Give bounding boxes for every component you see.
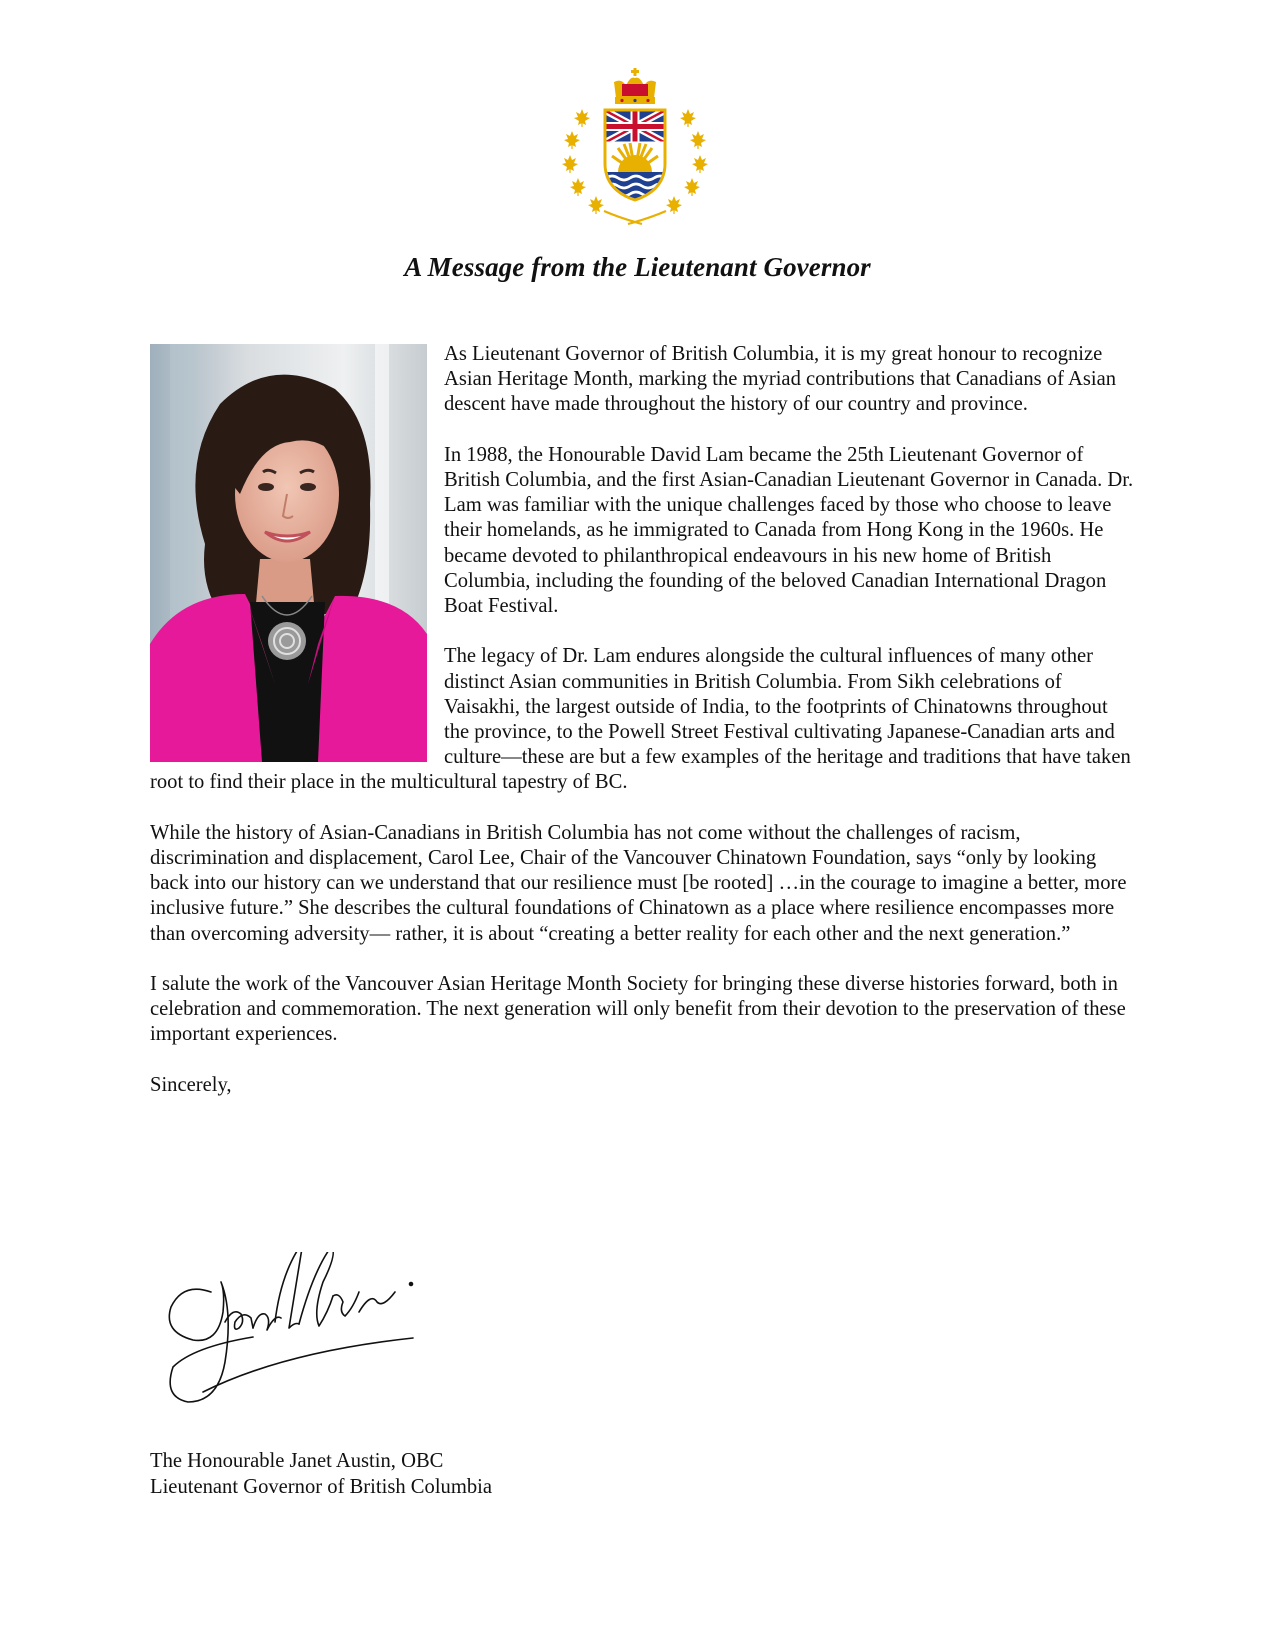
letter-body: [150, 342, 1135, 1098]
handwritten-signature-icon: [163, 1252, 433, 1422]
signature: [163, 1252, 433, 1422]
crest-emblem: [560, 68, 710, 226]
portrait-photo-icon: [150, 344, 427, 762]
paragraph-david-lam: In 1988, the Honourable David Lam became the 25th Lieutenant Governor of British Columbia, and the first Asian-Canadian Lieutenant Governor in Canada. Dr. Lam was familiar with the unique challenges faced by those who choose to leave their homelands, as he immigrated to Canada from Hong Kong in the 1960s. He became devoted to philanthropical endeavours in his new home of British Columbia, including the founding of the beloved Canadian International Dragon Boat Festival.: [444, 443, 1134, 618]
paragraph-resilience: While the history of Asian-Canadians in British Columbia has not come without the challenges of racism, discrimination and displacement, Carol Lee, Chair of the Vancouver Chinatown Foundation, says “only by looking back into our history can we understand that our resilience must [be rooted] …in the courage to imagine a better, more inclusive future.” She describes the cultural foundations of Chinatown as a place where resilience encompasses more than overcoming adversity— rather, it is about “creating a better reality for each other and the next generation.”: [150, 821, 1127, 945]
paragraph-legacy: The legacy of Dr. Lam endures alongside the cultural influences of many other distinct Asian communities in British Columbia. From Sikh celebrations of Vaisakhi, the largest outside of India, to the footprints of Chinatowns throughout the province, to the Powell Street Festival cultivating Japanese-Canadian arts and culture—these are but a few examples of the heritage and traditions that have taken root to find their place in the multicultural tapestry of BC.: [150, 645, 1131, 794]
portrait-photo: [150, 344, 427, 762]
signatory-block: [150, 1448, 492, 1500]
paragraph-intro: As Lieutenant Governor of British Columbia, it is my great honour to recognize Asian Heritage Month, marking the myriad contributions that Canadians of Asian descent have made throughout the history of our country and province.: [444, 343, 1117, 416]
bc-lieutenant-governor-crest-icon: [560, 68, 710, 226]
signatory-position: Lieutenant Governor of British Columbia: [150, 1476, 493, 1498]
signatory-name: The Honourable Janet Austin, OBC: [150, 1450, 444, 1472]
page-title: A Message from the Lieutenant Governor: [404, 252, 871, 282]
closing-salutation: Sincerely,: [150, 1073, 232, 1096]
paragraph-salute: I salute the work of the Vancouver Asian Heritage Month Society for bringing these diverse histories forward, both in celebration and commemoration. The next generation will only benefit from their devotion to the preservation of these important experiences.: [150, 973, 1126, 1046]
